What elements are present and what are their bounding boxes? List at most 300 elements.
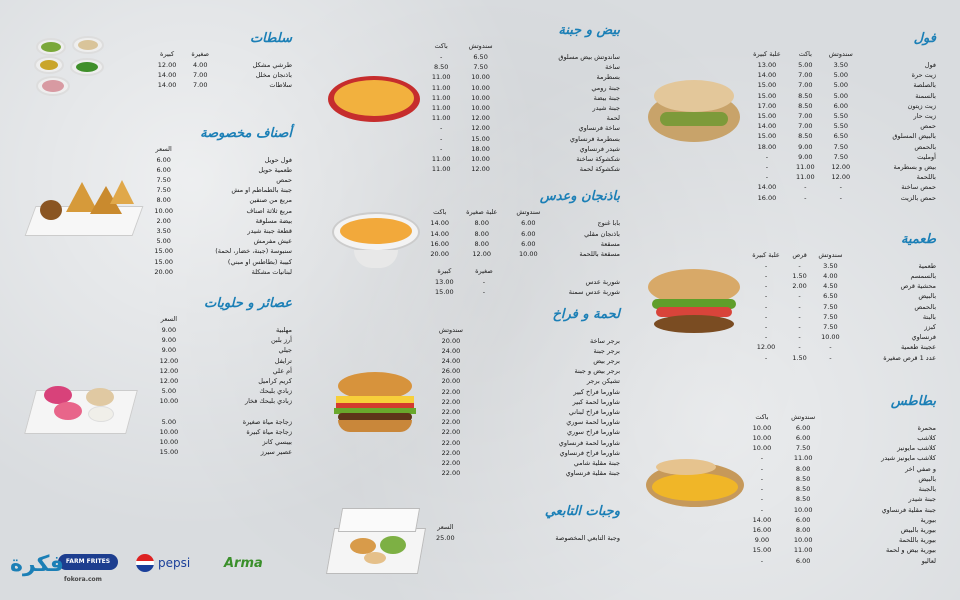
menu-item-name: باللحمة	[916, 173, 936, 182]
menu-item-name: بسطرمة	[596, 73, 620, 82]
menu-item-price: 6.00	[521, 219, 536, 228]
menu-item-row	[744, 464, 940, 474]
menu-item-name: باذنجان مقلي	[584, 229, 620, 238]
menu-item-price: -	[482, 278, 486, 287]
menu-item-row	[744, 111, 940, 121]
menu-item-price: 5.00	[161, 387, 177, 396]
menu-item-price: 10.00	[519, 250, 538, 259]
menu-item-price: 8.50	[798, 101, 813, 110]
menu-item-name: أومليت	[917, 152, 936, 161]
menu-item-price: 15.00	[154, 247, 173, 256]
menu-item-price: -	[765, 163, 769, 172]
menu-item-name: عصير سيرز	[260, 448, 292, 457]
menu-item-row	[150, 427, 296, 437]
menu-item-name: شاورما لحمة سوري	[566, 418, 620, 427]
menu-item-row	[150, 185, 296, 195]
menu-item-name: جبنة بيضة	[593, 93, 620, 102]
menu-item-name: عيش مفرمش	[253, 237, 292, 246]
menu-item-name: حمص ساخنة	[901, 183, 936, 192]
desserts-image	[30, 380, 132, 440]
menu-item-price: 7.50	[156, 176, 171, 185]
menu-item-price: 12.00	[831, 163, 851, 172]
menu-item-price: 6.00	[795, 556, 811, 565]
menu-item-price: 15.00	[757, 112, 777, 121]
menu-item-name: فرنساوي	[911, 333, 936, 342]
menu-item-price: -	[764, 312, 768, 321]
menu-item-name: وجبة التابعي المخصوصة	[555, 533, 620, 542]
menu-item-price: 6.00	[521, 229, 536, 238]
menu-item-row	[744, 556, 940, 566]
menu-item-name: برجر ساخة	[590, 336, 620, 345]
menu-item-name: حمص	[920, 122, 936, 131]
menu-item-price: 16.00	[757, 193, 777, 202]
menu-item-price: 8.50	[798, 132, 813, 141]
menu-item-price: 11.00	[431, 104, 451, 113]
menu-item-price: 5.00	[833, 71, 849, 80]
eggs_cheese-header-row	[424, 40, 624, 52]
menu-item-price	[150, 407, 188, 417]
menu-item-price: 7.50	[833, 142, 849, 151]
menu-item-price: -	[440, 53, 443, 61]
menu-item-price: 22.00	[441, 397, 461, 406]
menu-item-name: بالبتة	[922, 312, 936, 321]
menu-item-row	[744, 484, 940, 494]
soup-table	[424, 265, 624, 297]
menu-item-price: -	[829, 353, 832, 362]
eggs-table	[424, 40, 624, 174]
menu-item-price: 26.00	[441, 367, 461, 376]
menu-item-price: 6.00	[833, 101, 849, 110]
menu-item-price: 8.00	[795, 464, 811, 473]
eggplant-col-header	[549, 206, 624, 218]
potatoes-col-header	[826, 411, 940, 423]
arma-wordmark: Arma	[224, 556, 263, 571]
menu-item-price: 12.00	[831, 173, 851, 182]
menu-item-price: 8.00	[795, 525, 811, 534]
menu-item-row	[424, 229, 624, 239]
menu-item-row	[424, 448, 624, 458]
meat-table	[424, 324, 624, 479]
menu-item-price: -	[764, 292, 768, 301]
menu-item-price: 15.00	[757, 91, 777, 100]
menu-item-price: -	[760, 505, 764, 514]
specials-table	[150, 143, 296, 277]
juices-title: عصائر و حلويات	[204, 296, 292, 312]
menu-item-row	[150, 155, 296, 165]
menu-item-name: بابا غنوج	[597, 219, 620, 228]
menu-item-row	[744, 261, 940, 271]
menu-item-name: زيت حار	[913, 112, 936, 121]
salads-table	[150, 48, 296, 91]
menu-item-row	[744, 474, 940, 484]
menu-item-name: جبنة شيدر	[908, 495, 936, 504]
menu-item-price: 12.00	[471, 165, 490, 174]
menu-item-row	[150, 165, 296, 175]
menu-item-price: -	[760, 556, 764, 565]
menu-item-price: 6.50	[823, 292, 838, 301]
menu-item-price: 7.50	[823, 302, 838, 311]
menu-item-row	[744, 342, 940, 352]
menu-item-name: سلاطات	[269, 81, 292, 90]
menu-item-price: 14.00	[157, 81, 177, 90]
menu-item-price: 5.00	[156, 237, 171, 246]
menu-item-price: 13.00	[435, 278, 454, 287]
menu-item-price: 2.00	[792, 282, 807, 291]
menu-item-name: سنبوسة (جبنة، خضار، لحمة)	[215, 247, 292, 256]
menu-item-row	[150, 267, 296, 277]
menu-item-price: 12.00	[471, 124, 490, 133]
menu-item-price: 18.00	[471, 144, 490, 153]
menu-item-price: 11.00	[793, 454, 813, 463]
menu-item-name: طعمية حويل	[258, 165, 292, 174]
eggplant-col-header: باكت	[433, 208, 447, 217]
menu-item-price: 3.50	[823, 261, 838, 270]
menu-item-name: لبنانيات مشكلة	[251, 267, 292, 276]
menu-item-row	[150, 206, 296, 216]
menu-item-row	[744, 302, 940, 312]
potatoes-table	[744, 411, 940, 566]
menu-item-price: 11.00	[431, 83, 451, 92]
menu-item-row	[744, 423, 940, 433]
menu-item-price: 8.00	[474, 239, 489, 248]
menu-item-row	[150, 175, 296, 185]
menu-item-row	[424, 468, 624, 478]
menu-item-name: كبزز	[924, 323, 936, 332]
menu-item-price: -	[798, 312, 801, 321]
menu-item-price: 1.50	[792, 353, 807, 362]
menu-item-row	[424, 533, 624, 543]
menu-item-price: 10.00	[752, 434, 772, 443]
menu-item-row	[424, 164, 624, 174]
tabei-section	[424, 503, 624, 543]
menu-item-price: 22.00	[441, 448, 461, 457]
menu-item-price: 12.00	[159, 366, 179, 375]
menu-item-row	[744, 271, 940, 281]
menu-item-name: حمص بالزيت	[900, 193, 936, 202]
menu-item-row	[424, 417, 624, 427]
menu-item-price: -	[760, 474, 764, 483]
menu-item-price: 7.50	[473, 63, 488, 72]
menu-item-name: برجر جبنة	[593, 346, 620, 355]
menu-item-price: 13.00	[757, 61, 777, 69]
specials-header-row	[150, 143, 296, 155]
menu-item-row	[744, 433, 940, 443]
menu-item-name: جبنة مقلية شامي	[573, 459, 620, 468]
menu-item-price: -	[798, 302, 801, 311]
menu-item-row	[150, 356, 296, 366]
menu-item-name: فول حويل	[264, 155, 292, 164]
menu-item-price: -	[764, 282, 768, 291]
menu-item-row	[744, 162, 940, 172]
menu-item-price: 1.50	[792, 272, 807, 281]
menu-item-row	[744, 453, 940, 463]
menu-item-row	[744, 70, 940, 80]
menu-item-price: 10.00	[471, 83, 490, 92]
menu-item-price: 12.00	[159, 377, 179, 386]
menu-item-price: -	[804, 193, 807, 202]
menu-item-row	[150, 345, 296, 355]
menu-item-price: 15.00	[435, 288, 454, 297]
tabei-col-header	[467, 521, 624, 533]
menu-item-name: مهلبية	[275, 326, 292, 335]
potatoes-section	[744, 393, 940, 566]
site-logo-word: فكرة	[10, 552, 64, 577]
menu-item-price: 15.00	[757, 81, 777, 90]
menu-item-name: جبنة رومي	[591, 83, 620, 92]
menu-item-row	[150, 366, 296, 376]
menu-item-row	[744, 121, 940, 131]
meat-col-header: سندوتش	[438, 325, 463, 334]
menu-item-price: 14.00	[757, 71, 777, 80]
menu-item-name: محمرة	[917, 423, 936, 432]
menu-item-price: 5.50	[833, 112, 849, 121]
menu-item-row	[150, 257, 296, 267]
menu-item-price: 10.00	[471, 104, 490, 113]
menu-item-price: 9.00	[798, 142, 813, 151]
menu-item-row	[424, 113, 624, 123]
menu-item-row	[150, 376, 296, 386]
taameya-col-header: قرص	[792, 250, 807, 259]
menu-item-name: بيورية بيض و لحمة	[885, 546, 936, 555]
menu-item-name: جبنة مقلية فرنساوي	[881, 505, 936, 514]
menu-item-row	[150, 80, 296, 90]
menu-item-name: كلاشب مايونيز	[897, 444, 936, 453]
menu-item-row	[424, 239, 624, 249]
taameya-title: طعمية	[900, 231, 936, 247]
potatoes-title: بطاطس	[890, 393, 936, 409]
eggplant-table	[424, 206, 624, 259]
menu-item-price: 6.00	[795, 423, 811, 432]
menu-item-row	[424, 458, 624, 468]
menu-item-price: 22.00	[441, 418, 461, 427]
eggplant-col-header: علبة صغيرة	[466, 208, 498, 217]
menu-item-price: -	[839, 183, 842, 192]
menu-item-row	[744, 152, 940, 162]
eggplant-title: باذنجان وعدس	[539, 189, 620, 205]
menu-item-row	[424, 346, 624, 356]
menu-item-name: محشية قرص	[900, 282, 936, 291]
menu-item-price: 4.00	[192, 61, 208, 69]
menu-item-name: بالسمسم	[910, 272, 936, 281]
specials-col-header	[177, 143, 296, 155]
eggplant-col-header: سندوتش	[516, 208, 541, 217]
menu-item-name: بالبيض	[918, 474, 936, 483]
menu-item-price: 11.00	[431, 93, 451, 102]
salads-title: سلطات	[249, 31, 292, 46]
taameya-col-header	[850, 249, 940, 261]
taameya-col-header: علبة كبيرة	[752, 250, 780, 259]
foul-sandwich-image	[648, 80, 740, 142]
menu-item-price: 10.00	[154, 206, 173, 215]
menu-item-price: 11.00	[431, 73, 451, 82]
menu-item-price: -	[764, 353, 768, 362]
menu-item-row	[150, 335, 296, 345]
menu-item-name: برجر بيض	[593, 357, 620, 366]
menu-item-price: 5.50	[833, 122, 849, 131]
menu-item-row	[424, 144, 624, 154]
menu-item-price: 11.00	[431, 114, 451, 123]
menu-item-row	[150, 226, 296, 236]
menu-item-row	[744, 101, 940, 111]
menu-item-price: 7.50	[156, 186, 171, 195]
menu-item-name: جيلي	[278, 346, 292, 355]
taameya-sandwich-image	[648, 265, 740, 335]
menu-item-name: شوربة عدس سمنة	[568, 288, 620, 297]
menu-item-price: 4.00	[823, 272, 838, 281]
menu-item-price: -	[440, 134, 443, 143]
menu-item-row	[150, 246, 296, 256]
menu-item-row	[424, 134, 624, 144]
menu-item-name: مسقعة	[600, 239, 620, 248]
meat-title: لحمة و فراخ	[552, 306, 620, 322]
menu-item-row	[424, 427, 624, 437]
menu-item-row	[424, 123, 624, 133]
specials-col-header: السعر	[155, 144, 172, 153]
menu-item-name: فول	[924, 61, 936, 69]
menu-item-price: -	[764, 333, 768, 342]
menu-item-price: 10.00	[159, 438, 179, 447]
eggplant-header-row	[424, 206, 624, 218]
eggs-title: بيض و جبنة	[558, 23, 620, 38]
menu-item-price: 7.00	[798, 112, 813, 121]
menu-item-row	[744, 322, 940, 332]
menu-item-price: 9.00	[754, 536, 770, 545]
menu-item-price: -	[482, 288, 486, 297]
menu-item-price: -	[760, 464, 764, 473]
tabei-title: وجبات التابعي	[544, 503, 620, 519]
menu-item-row	[424, 287, 624, 297]
menu-item-price: 10.00	[471, 93, 490, 102]
menu-item-price: 8.00	[474, 229, 489, 238]
menu-item-price: -	[839, 193, 842, 202]
site-logo-url: fokora.com	[64, 576, 102, 583]
menu-item-price: -	[804, 183, 807, 192]
menu-item-price: 3.50	[156, 227, 171, 236]
menu-item-row	[150, 236, 296, 246]
salads-section	[150, 30, 296, 91]
menu-item-price: 7.50	[833, 152, 849, 161]
menu-item-price: 17.00	[757, 101, 777, 110]
menu-item-name: شاورما فراخ لبناني	[568, 408, 620, 417]
eggs-section	[424, 22, 624, 174]
menu-item-name: ساخة فرنساوي	[578, 124, 620, 133]
menu-item-price: 6.00	[521, 239, 536, 248]
menu-item-row	[744, 545, 940, 555]
menu-item-row	[744, 182, 940, 192]
menu-item-name: عجينة طعمية	[900, 343, 936, 352]
menu-item-price: 15.00	[159, 448, 179, 457]
column-left	[150, 8, 296, 464]
menu-item-price: -	[440, 124, 443, 133]
menu-item-price: 7.00	[192, 71, 208, 80]
juices-header-row	[150, 313, 296, 325]
menu-item-price: 16.00	[752, 525, 772, 534]
brand-logos	[6, 550, 306, 590]
eggs_cheese-col-header	[503, 40, 624, 52]
menu-item-row	[150, 396, 296, 406]
taameya-table	[744, 249, 940, 363]
menu-item-row	[424, 218, 624, 228]
pepsi-wordmark: pepsi	[158, 556, 191, 570]
menu-item-price: -	[798, 323, 801, 332]
menu-item-price: -	[798, 333, 801, 342]
menu-item-price: 6.00	[156, 165, 171, 174]
menu-item-price: 7.50	[795, 444, 811, 453]
menu-item-price: 20.00	[441, 336, 461, 345]
menu-item-name: شاورما لحمة فرنساوي	[558, 438, 620, 447]
menu-item-row	[424, 407, 624, 417]
juices-col-header: السعر	[160, 315, 178, 324]
menu-item-row	[150, 325, 296, 335]
soup-header-row	[424, 265, 624, 277]
menu-item-price: 8.50	[795, 495, 811, 504]
menu-item-row	[424, 249, 624, 259]
salad-plates-image	[30, 36, 114, 98]
menu-item-price: 5.00	[833, 81, 849, 90]
menu-item-name: بالحمص	[914, 302, 936, 311]
menu-item-row	[744, 515, 940, 525]
menu-item-price: 10.00	[793, 505, 813, 514]
menu-item-row	[424, 376, 624, 386]
taameya-section	[744, 231, 940, 363]
menu-item-price: 14.00	[157, 71, 177, 80]
soup-col-header: كبيرة	[437, 267, 452, 276]
burger-image	[334, 372, 416, 434]
menu-item-price: 9.00	[161, 346, 177, 355]
menu-item-row	[744, 332, 940, 342]
foul-col-header: سندوتش	[828, 50, 853, 58]
menu-item-name: زيت زيتون	[907, 101, 936, 110]
menu-item-row	[424, 72, 624, 82]
menu-item-row	[424, 103, 624, 113]
menu-item-price: 6.50	[473, 53, 488, 61]
menu-item-price: 20.00	[441, 377, 461, 386]
meal-box-image	[330, 508, 422, 574]
menu-item-name: أم علي	[272, 366, 292, 375]
menu-item-price: 6.00	[156, 155, 171, 164]
tabei-header-row	[424, 521, 624, 533]
eggs_cheese-col-header: باكت	[434, 42, 448, 50]
column-right	[744, 8, 940, 572]
menu-item-price: 6.00	[795, 434, 811, 443]
menu-item-price: 14.00	[430, 219, 450, 228]
menu-item-row	[744, 525, 940, 535]
menu-item-row	[424, 336, 624, 346]
menu-item-price: -	[765, 152, 769, 161]
menu-item-price: -	[765, 173, 769, 182]
menu-item-price: -	[760, 454, 764, 463]
menu-item-price: 9.00	[161, 326, 177, 335]
menu-item-name: بالصلصة	[913, 81, 936, 90]
menu-item-row	[744, 281, 940, 291]
menu-item-price: 10.00	[471, 73, 490, 82]
menu-item-price: 22.00	[441, 408, 461, 417]
menu-item-name: زبادي بلبحك فخار	[244, 397, 292, 406]
menu-item-price: 3.50	[833, 61, 849, 69]
menu-item-name: تشيكن برجر	[586, 377, 620, 386]
menu-item-price: 5.00	[161, 417, 177, 426]
menu-item-row	[150, 216, 296, 226]
menu-item-name: بيورية بالبيض	[900, 525, 936, 534]
foul-section	[744, 30, 940, 203]
menu-item-name: كلاشب	[917, 434, 936, 443]
menu-item-name	[188, 407, 296, 417]
menu-item-price: 10.00	[159, 428, 179, 437]
menu-item-price: 14.00	[430, 229, 450, 238]
menu-item-price: -	[798, 292, 801, 301]
menu-item-name: لحمة	[606, 114, 620, 123]
menu-item-price: 14.00	[757, 122, 777, 131]
